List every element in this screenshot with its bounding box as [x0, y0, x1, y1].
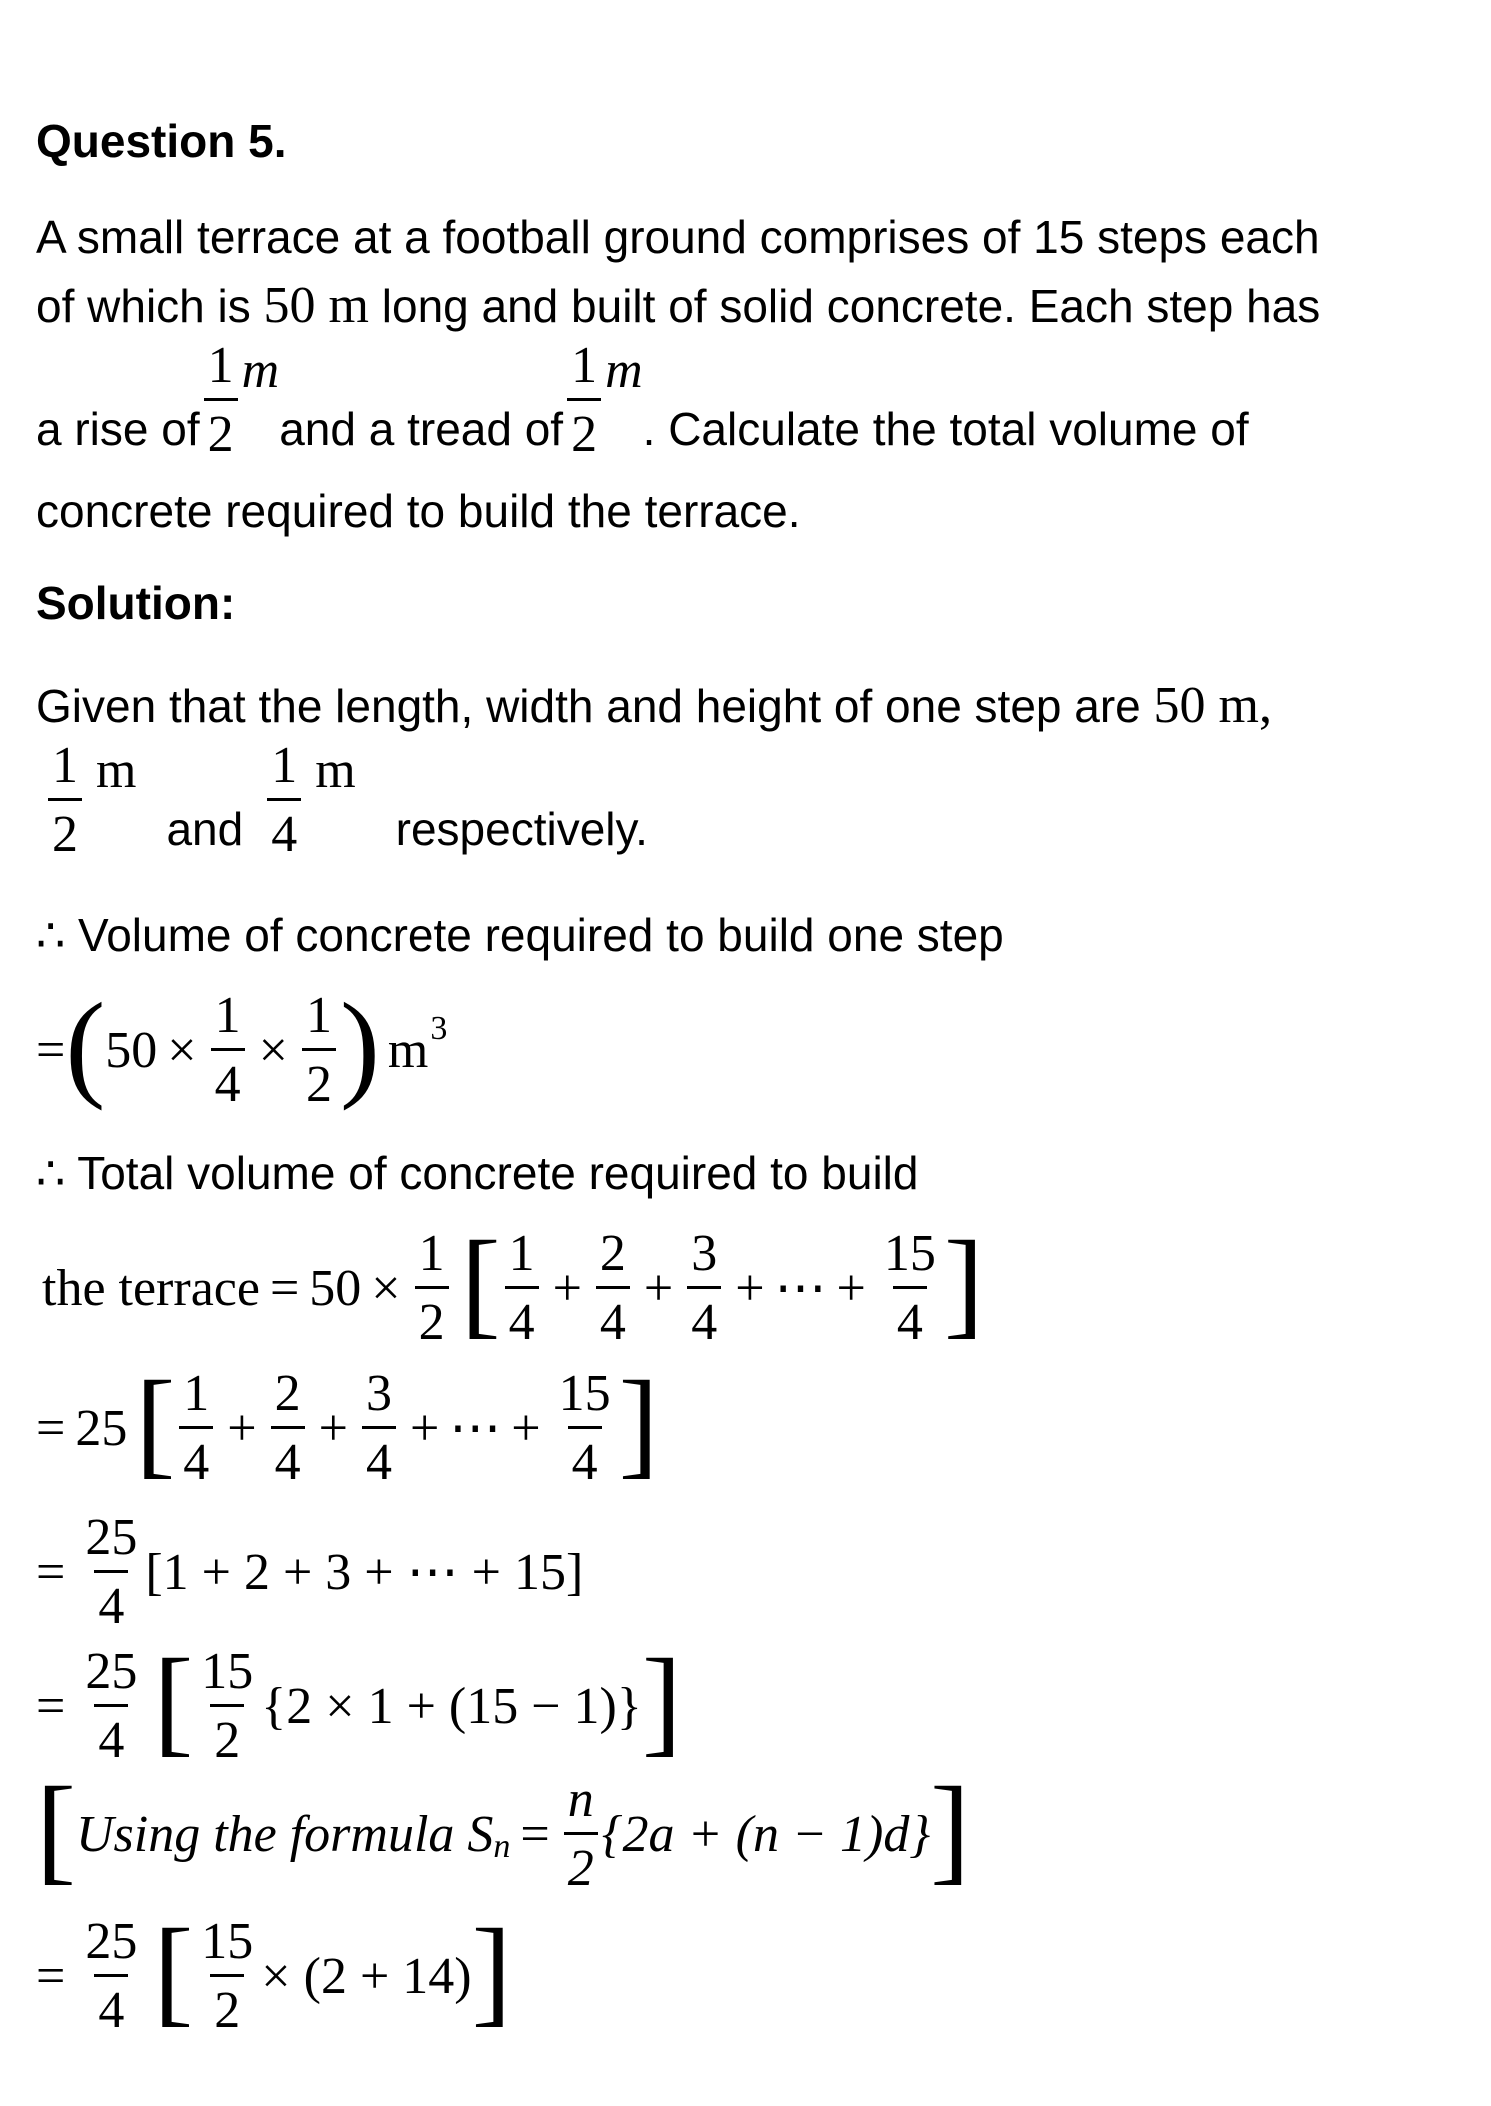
- eq7-tail-expression: × (2 + 14): [261, 1947, 472, 2005]
- eq1-fifty: 50: [105, 1021, 158, 1079]
- width-denominator: 2: [48, 798, 82, 861]
- formula-text: Using the formula S: [75, 1805, 494, 1863]
- given-line: [36, 677, 1272, 734]
- equation-step-3: [36, 1355, 659, 1491]
- eq2-term-1: [505, 1225, 539, 1351]
- eq7-right-bracket: ]: [471, 1903, 512, 2037]
- eq2-plus-1: +: [552, 1259, 582, 1317]
- eq2-half-numerator: 1: [418, 1225, 445, 1282]
- eq4-equals: =: [36, 1543, 66, 1601]
- eq3-term-2: [271, 1365, 305, 1491]
- eq3-plus-4: +: [511, 1399, 541, 1457]
- formula-subscript: n: [493, 1827, 511, 1865]
- eq3-t15-denominator: 4: [568, 1426, 602, 1489]
- eq1-fraction-1: [211, 987, 245, 1113]
- eq5-f1-denominator: 4: [94, 1704, 128, 1767]
- eq2-t3-denominator: 4: [687, 1286, 721, 1349]
- question-line-2-pre: of which is: [36, 280, 264, 332]
- tread-unit: m: [605, 341, 643, 399]
- eq7-left-bracket: [: [153, 1903, 194, 2037]
- eq2-t2-denominator: 4: [596, 1286, 630, 1349]
- eq2-t15-numerator: 15: [883, 1225, 936, 1282]
- eq3-equals: =: [36, 1399, 66, 1457]
- eq5-equals: =: [36, 1677, 66, 1735]
- eq3-plus-2: +: [318, 1399, 348, 1457]
- eq1-times-1: ×: [167, 1021, 197, 1079]
- eq7-f1-denominator: 4: [94, 1974, 128, 2037]
- eq3-t15-numerator: 15: [558, 1365, 611, 1422]
- eq2-times: ×: [371, 1259, 401, 1317]
- formula-brace-expression: {2a + (n − 1)d}: [601, 1805, 931, 1863]
- eq3-t1-numerator: 1: [183, 1365, 210, 1422]
- tread-fraction: [567, 337, 601, 463]
- height-denominator: 4: [267, 798, 301, 861]
- eq3-term-15: [555, 1365, 615, 1491]
- eq2-t3-numerator: 3: [691, 1225, 718, 1282]
- eq2-dots: ⋯: [774, 1259, 827, 1317]
- eq5-left-bracket: [: [153, 1633, 194, 1767]
- question-line-2: [36, 277, 1321, 334]
- and-text: and: [166, 802, 244, 855]
- equation-step-4: [36, 1509, 584, 1635]
- eq4-bracket-sum: [1 + 2 + 3 + ⋯ + 15]: [145, 1543, 584, 1601]
- formula-equals: =: [520, 1805, 550, 1863]
- eq7-f1-numerator: 25: [85, 1913, 138, 1970]
- question-line-1: A small terrace at a football ground comprises of 15 steps each: [36, 211, 1320, 263]
- eq2-plus-4: +: [836, 1259, 866, 1317]
- formula-numerator: n: [567, 1771, 594, 1828]
- eq2-term-3: [687, 1225, 721, 1351]
- formula-right-bracket: ]: [930, 1761, 971, 1895]
- formula-fraction: [564, 1771, 598, 1897]
- eq4-denominator: 4: [94, 1570, 128, 1633]
- eq7-f2-denominator: 2: [210, 1974, 244, 2037]
- therefore-line-2: ∴ Total volume of concrete required to build: [36, 1147, 919, 1199]
- eq1-f1-numerator: 1: [214, 987, 241, 1044]
- eq1-times-2: ×: [258, 1021, 288, 1079]
- equation-volume-one-step: [36, 977, 448, 1113]
- formula-denominator: 2: [564, 1832, 598, 1895]
- eq2-half-denominator: 2: [415, 1286, 449, 1349]
- eq5-f1-numerator: 25: [85, 1643, 138, 1700]
- given-text: Given that the length, width and height of one step are: [36, 680, 1154, 732]
- eq1-right-paren: ): [339, 977, 380, 1111]
- question-line-3: [36, 337, 1249, 463]
- width-fraction: [48, 737, 82, 863]
- eq2-plus-3: +: [735, 1259, 765, 1317]
- eq3-plus-1: +: [227, 1399, 257, 1457]
- equation-total-volume: [42, 1215, 984, 1351]
- eq3-left-bracket: [: [135, 1355, 176, 1489]
- eq3-t2-denominator: 4: [271, 1426, 305, 1489]
- equation-step-5: [36, 1633, 682, 1769]
- formula-note: [36, 1761, 971, 1897]
- rise-fraction: [204, 337, 238, 463]
- length-value: 50 m: [263, 277, 369, 334]
- eq2-term-15: [880, 1225, 940, 1351]
- eq1-f2-denominator: 2: [302, 1048, 336, 1111]
- equation-step-7: [36, 1903, 512, 2039]
- rise-unit: m: [241, 341, 280, 399]
- question-heading: Question 5.: [36, 115, 287, 167]
- given-dimensions: [44, 737, 648, 863]
- eq1-left-paren: (: [65, 977, 106, 1111]
- tread-numerator: 1: [571, 337, 598, 394]
- question-line-3-mid: and a tread of: [279, 402, 564, 455]
- rise-denominator: 2: [204, 398, 238, 461]
- eq7-f2-numerator: 15: [201, 1913, 254, 1970]
- eq2-plus-2: +: [643, 1259, 674, 1317]
- eq1-fraction-2: [302, 987, 336, 1113]
- eq5-f2-denominator: 2: [210, 1704, 244, 1767]
- eq1-f2-numerator: 1: [305, 987, 332, 1044]
- eq2-t15-denominator: 4: [893, 1286, 927, 1349]
- eq2-t2-numerator: 2: [599, 1225, 626, 1282]
- eq7-equals: =: [36, 1947, 66, 2005]
- question-line-3-pre: a rise of: [36, 402, 200, 455]
- tread-denominator: 2: [567, 398, 601, 461]
- eq3-t1-denominator: 4: [179, 1426, 213, 1489]
- question-line-3-post: . Calculate the total volume of: [642, 402, 1249, 455]
- eq5-brace-expression: {2 × 1 + (15 − 1)}: [261, 1677, 642, 1735]
- eq7-fraction-2: [197, 1913, 257, 2039]
- formula-left-bracket: [: [36, 1761, 76, 1895]
- eq1-equals: =: [36, 1021, 66, 1079]
- eq3-plus-3: +: [409, 1399, 440, 1457]
- eq2-left-bracket: [: [460, 1215, 501, 1349]
- eq3-t2-numerator: 2: [274, 1365, 301, 1422]
- eq3-t3-denominator: 4: [362, 1426, 396, 1489]
- height-fraction: [267, 737, 301, 863]
- given-length: 50 m,: [1153, 677, 1272, 734]
- eq3-dots: ⋯: [449, 1399, 502, 1457]
- eq2-lead-text: the terrace: [42, 1259, 260, 1317]
- rise-numerator: 1: [207, 337, 234, 394]
- width-numerator: 1: [52, 737, 78, 794]
- eq7-fraction-1: [81, 1913, 141, 2039]
- question-line-4: concrete required to build the terrace.: [36, 485, 801, 537]
- eq5-f2-numerator: 15: [201, 1643, 254, 1700]
- respectively-text: respectively.: [395, 802, 648, 855]
- eq5-fraction-2: [197, 1643, 257, 1769]
- eq5-right-bracket: ]: [641, 1633, 682, 1767]
- solution-heading: Solution:: [36, 577, 236, 629]
- eq3-right-bracket: ]: [618, 1355, 659, 1489]
- eq3-t3-numerator: 3: [365, 1365, 392, 1422]
- eq2-t1-denominator: 4: [505, 1286, 539, 1349]
- eq5-fraction-1: [81, 1643, 141, 1769]
- eq3-term-1: [179, 1365, 213, 1491]
- eq4-numerator: 25: [85, 1509, 138, 1566]
- eq3-twenty-five: 25: [75, 1399, 128, 1457]
- therefore-line-1: ∴ Volume of concrete required to build one step: [36, 909, 1004, 961]
- eq2-fifty: 50: [309, 1259, 362, 1317]
- eq2-equals: =: [269, 1259, 300, 1317]
- eq1-unit: m: [387, 1021, 429, 1079]
- eq4-fraction: [81, 1509, 141, 1635]
- question-line-2-post: long and built of solid concrete. Each step has: [368, 280, 1321, 332]
- width-unit: m: [96, 741, 137, 799]
- height-numerator: 1: [271, 737, 298, 794]
- eq2-term-2: [596, 1225, 630, 1351]
- height-unit: m: [315, 741, 356, 799]
- eq1-f1-denominator: 4: [211, 1048, 245, 1111]
- eq2-t1-numerator: 1: [508, 1225, 535, 1282]
- eq2-half-fraction: [415, 1225, 449, 1351]
- eq2-right-bracket: ]: [943, 1215, 984, 1349]
- eq3-term-3: [362, 1365, 396, 1491]
- eq1-exponent: 3: [430, 1009, 448, 1047]
